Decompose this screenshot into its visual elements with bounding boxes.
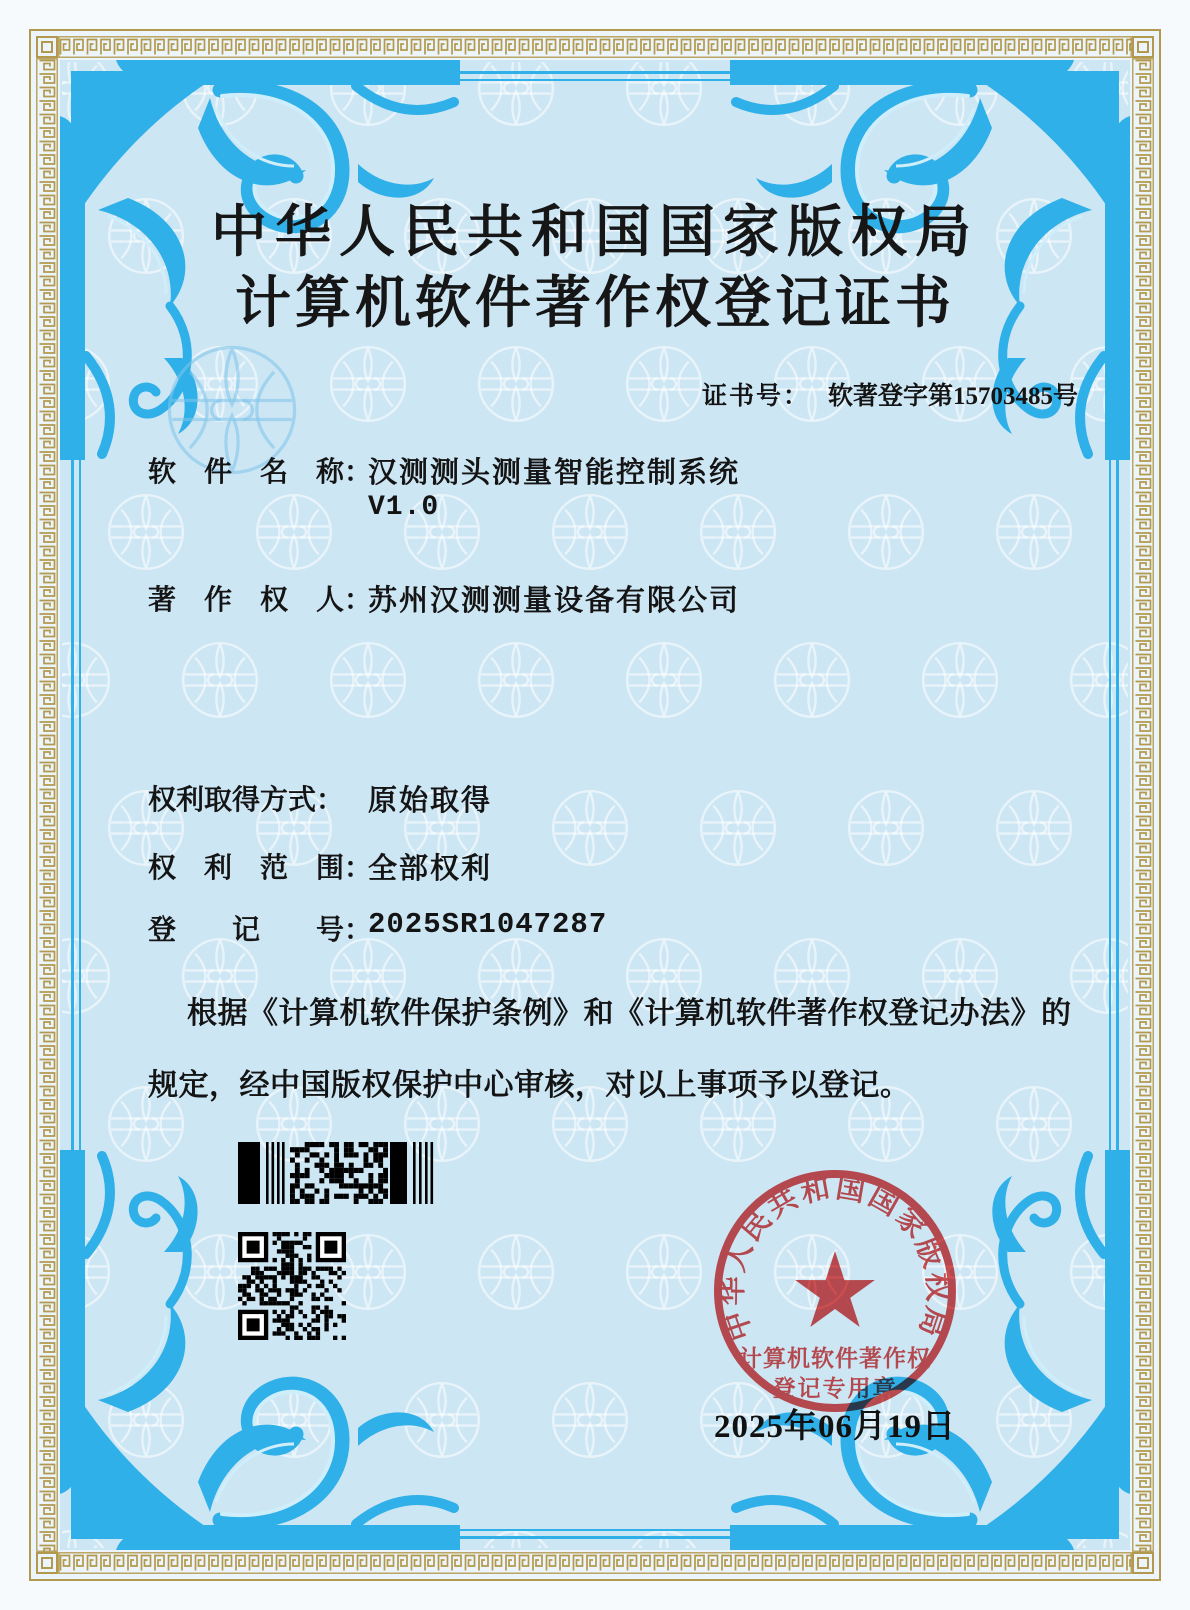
gold-corner-rosette <box>36 36 58 58</box>
certificate-title-line1: 中华人民共和国国家版权局 <box>211 202 979 264</box>
field-value: 汉测测头测量智能控制系统 <box>368 457 741 489</box>
gold-corner-rosette <box>36 1552 58 1574</box>
statement-line2: 规定，经中国版权保护中心审核，对以上事项予以登记。 <box>148 1069 911 1102</box>
field-value: 全部权利 <box>368 853 493 885</box>
field-label: 登 记 号： <box>148 915 373 946</box>
field-value: 2025SR1047287 <box>368 908 608 941</box>
field-label: 权利取得方式： <box>148 785 345 816</box>
field-label: 软 件 名 称： <box>148 457 373 488</box>
field-registration-number <box>148 908 1100 948</box>
gold-corner-rosette <box>1132 1552 1154 1574</box>
version-value: V1.0 <box>368 492 440 523</box>
corner-flourish-ornament <box>60 1150 460 1550</box>
field-acquisition-method <box>148 778 1100 818</box>
barcode-graphic <box>238 1142 434 1204</box>
field-rights-scope <box>148 846 1100 886</box>
field-software-version <box>368 490 439 523</box>
qr-code <box>238 1232 346 1345</box>
field-value: 苏州汉测测量设备有限公司 <box>368 585 741 617</box>
statement-line1: 根据《计算机软件保护条例》和《计算机软件著作权登记办法》的 <box>187 997 1072 1030</box>
gold-meander-border-bottom <box>58 1552 1132 1574</box>
field-copyright-owner <box>148 578 1100 618</box>
field-label: 权 利 范 围： <box>148 853 373 884</box>
star-icon <box>795 1251 875 1327</box>
certificate-title-line2: 计算机软件著作权登记证书 <box>235 273 955 335</box>
issue-date: 2025年06月19日 <box>714 1409 956 1445</box>
field-software-name <box>148 450 1100 490</box>
field-value: 原始取得 <box>368 785 493 817</box>
barcode <box>238 1142 434 1209</box>
seal-bottom-line1: 计算机软件著作权 <box>739 1346 931 1371</box>
gold-meander-border-top <box>58 36 1132 58</box>
gold-corner-rosette <box>1132 36 1154 58</box>
certificate-number-row <box>702 376 1078 412</box>
seal-ring-text: 中华人民共和国国家版权局 <box>716 1171 954 1345</box>
seal-bottom-line2: 登记专用章 <box>772 1376 898 1401</box>
certificate-number-label: 证书号： <box>701 383 810 410</box>
official-seal <box>700 1156 970 1426</box>
field-label: 著 作 权 人： <box>148 585 373 616</box>
qr-graphic <box>238 1232 346 1340</box>
certificate-number-value: 软著登字第15703485号 <box>827 383 1078 410</box>
